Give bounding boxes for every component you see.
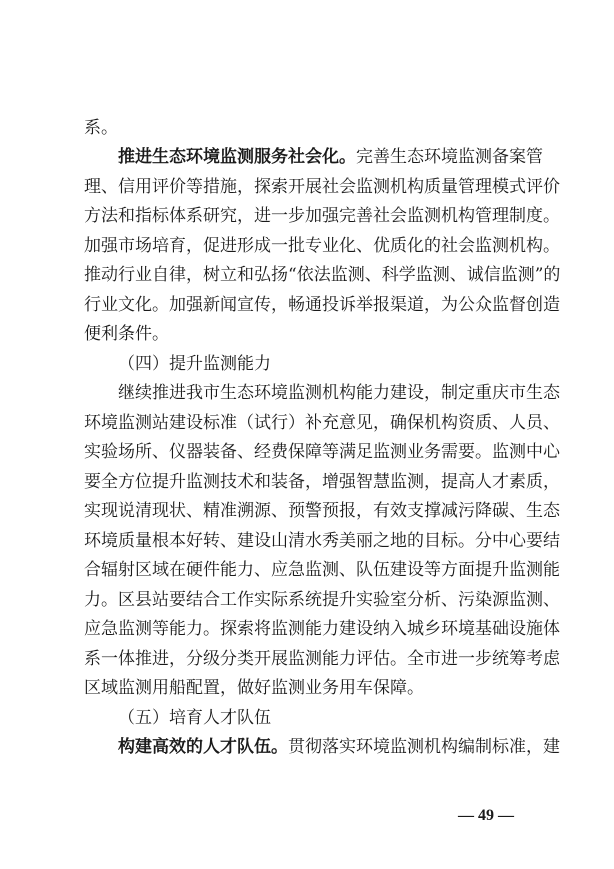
bold-lead: 构建高效的人才队伍。 [118, 737, 288, 757]
section-heading: （五）培育人才队伍 [118, 708, 271, 728]
paragraph-line: 推进生态环境监测服务社会化。完善生态环境监测备案管 [118, 147, 543, 167]
paragraph-line: 环境监测站建设标准（试行）补充意见，确保机构资质、人员、 [84, 413, 560, 433]
paragraph-line: 区域监测用船配置，做好监测业务用车保障。 [84, 678, 424, 698]
paragraph-line: 加强市场培育，促进形成一批专业化、优质化的社会监测机构。 [84, 236, 560, 256]
paragraph-line: 环境质量根本好转、建设山清水秀美丽之地的目标。分中心要结 [84, 531, 560, 551]
paragraph-line: 便利条件。 [84, 324, 169, 344]
paragraph-line: 行业文化。加强新闻宣传，畅通投诉举报渠道，为公众监督创造 [84, 295, 560, 315]
paragraph-line: 理、信用评价等措施，探索开展社会监测机构质量管理模式评价 [84, 177, 560, 197]
paragraph-line: 构建高效的人才队伍。贯彻落实环境监测机构编制标准，建 [118, 737, 560, 757]
paragraph-line: 实验场所、仪器装备、经费保障等满足监测业务需要。监测中心 [84, 442, 560, 462]
paragraph-line: 推动行业自律，树立和弘扬“依法监测、科学监测、诚信监测”的 [84, 265, 561, 285]
paragraph-line: 方法和指标体系研究，进一步加强完善社会监测机构管理制度。 [84, 206, 560, 226]
paragraph-line: 力。区县站要结合工作实际系统提升实验室分析、污染源监测、 [84, 590, 560, 610]
paragraph-line: 实现说清现状、精准溯源、预警预报，有效支撑减污降碳、生态 [84, 501, 560, 521]
paragraph-line: 合辐射区域在硬件能力、应急监测、队伍建设等方面提升监测能 [84, 560, 560, 580]
paragraph-line: 要全方位提升监测技术和装备，增强智慧监测，提高人才素质， [84, 472, 560, 492]
section-heading: （四）提升监测能力 [118, 354, 271, 374]
page-number: — 49 — [458, 807, 514, 824]
paragraph-line: 继续推进我市生态环境监测机构能力建设，制定重庆市生态 [118, 383, 560, 403]
bold-lead: 推进生态环境监测服务社会化。 [118, 147, 356, 167]
paragraph-line: 系。 [84, 118, 118, 138]
paragraph-line: 应急监测等能力。探索将监测能力建设纳入城乡环境基础设施体 [84, 619, 560, 639]
paragraph-line: 系一体推进，分级分类开展监测能力评估。全市进一步统筹考虑 [84, 649, 560, 669]
